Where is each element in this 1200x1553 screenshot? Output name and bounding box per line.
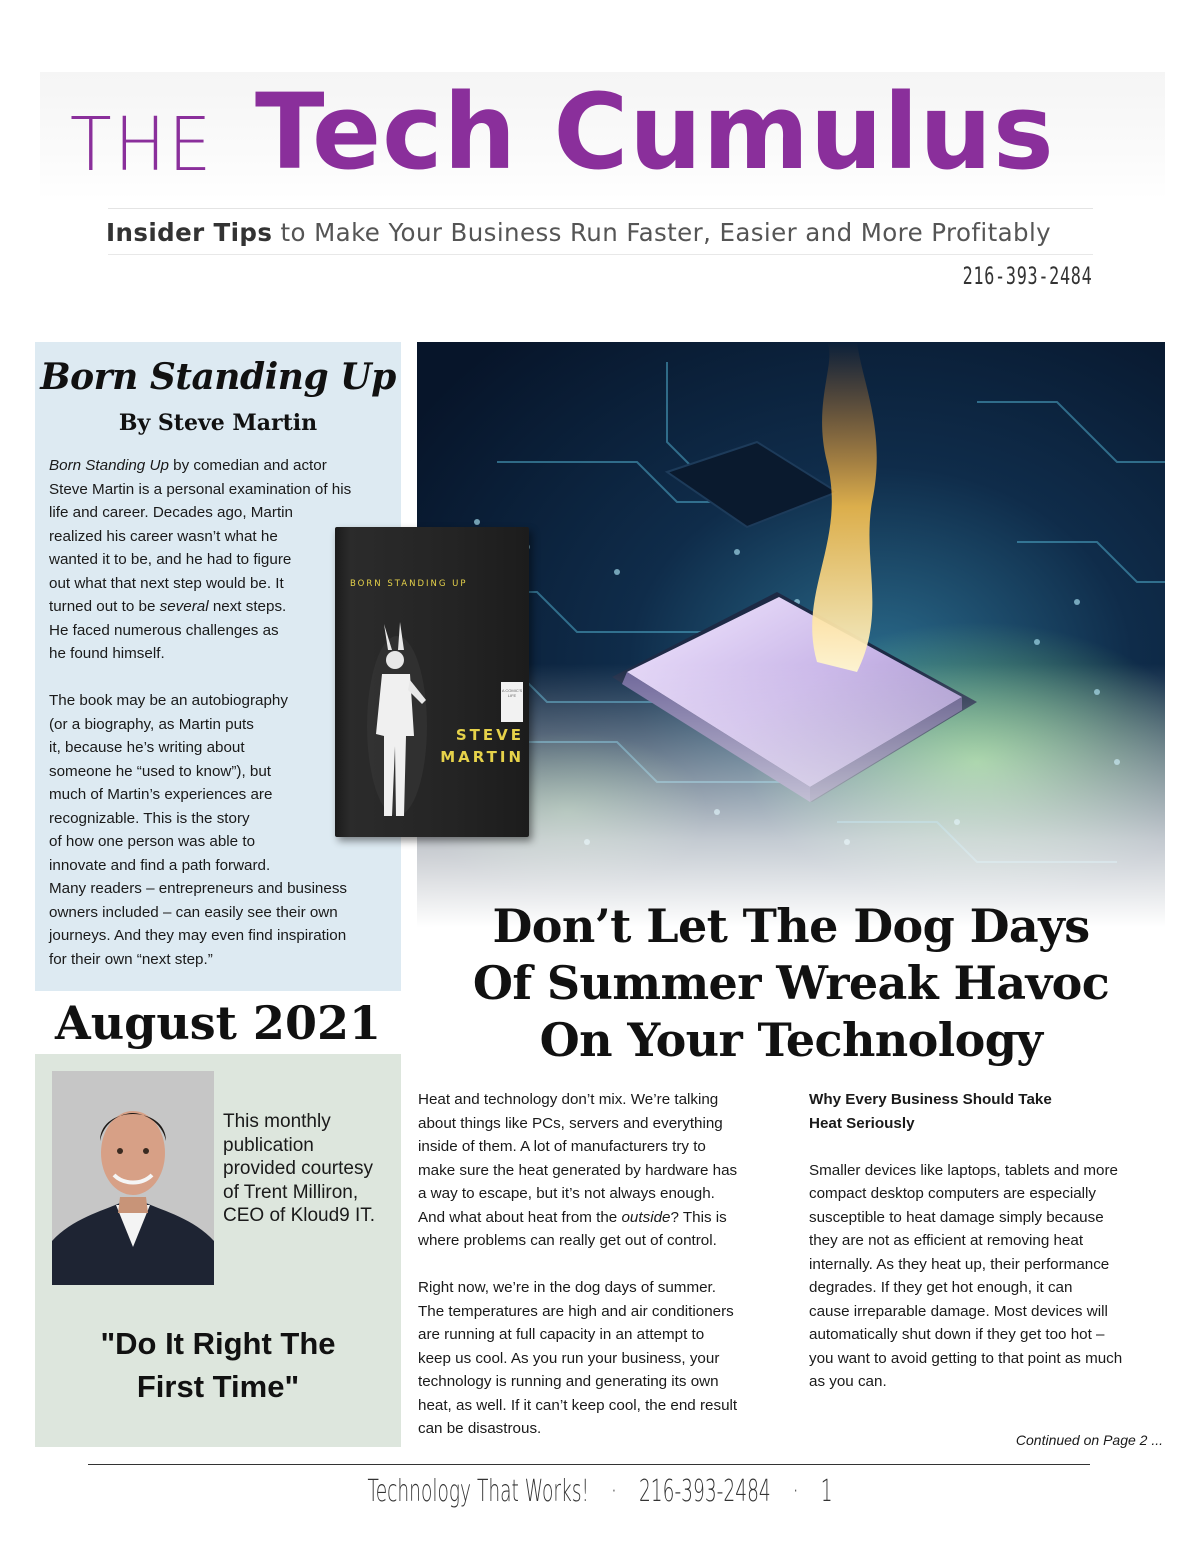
- tagline-divider: [108, 208, 1093, 209]
- text-line: Steve Martin is a personal examination of his: [49, 480, 352, 498]
- text-span: And what about heat from the: [418, 1208, 622, 1226]
- text-line: technology is running and generating its own: [418, 1373, 719, 1390]
- masthead-title: Tech Cumulus: [255, 71, 1055, 193]
- article-column-2: [809, 1088, 1169, 1394]
- author-portrait: [52, 1071, 214, 1285]
- tagline-bold: Insider Tips: [106, 218, 273, 247]
- text-line: automatically shut down if they get too hot –: [809, 1326, 1105, 1343]
- text-line: This monthly: [223, 1111, 331, 1132]
- text-line: owners included – can easily see their own: [49, 903, 338, 921]
- text-line: realized his career wasn’t what he: [49, 527, 278, 545]
- masthead-title-the: THE: [70, 102, 215, 188]
- hero-image-burning-cpu: [417, 342, 1165, 927]
- footer-inner: [367, 1474, 832, 1509]
- company-motto: [35, 1322, 401, 1408]
- text-line: they are not as efficient at removing heat: [809, 1232, 1084, 1249]
- footer-phone: 216-393-2484: [638, 1474, 771, 1509]
- text-line: life and career. Decades ago, Martin: [49, 504, 293, 521]
- text-line: someone he “used to know”), but: [49, 762, 272, 780]
- motto-line: "Do It Right The: [100, 1326, 336, 1361]
- text-line: for their own “next step.”: [49, 950, 213, 968]
- tagline-rest: to Make Your Business Run Faster, Easier and More Profitably: [272, 218, 1052, 247]
- footer-slogan: Technology That Works!: [367, 1474, 589, 1509]
- circuit-board-image: [417, 342, 1165, 927]
- text-line: The book may be an autobiography: [49, 692, 288, 709]
- portrait-photo: [52, 1071, 214, 1285]
- text-line: of how one person was able to: [49, 833, 256, 850]
- book-cover-title: BORN STANDING UP: [350, 579, 468, 589]
- text-line: recognizable. This is the story: [49, 809, 250, 827]
- text-line: where problems can really get out of control.: [418, 1232, 717, 1249]
- text-line: wanted it to be, and he had to figure: [49, 551, 292, 568]
- text-line: make sure the heat generated by hardware has: [418, 1161, 738, 1179]
- book-cover-author: [414, 724, 524, 768]
- book-cover-figure: [362, 616, 432, 826]
- text-line: Right now, we’re in the dog days of summer.: [418, 1279, 716, 1296]
- text-span: by comedian and actor: [168, 457, 327, 474]
- text-line: CEO of Kloud9 IT.: [223, 1205, 376, 1227]
- headline-line: Of Summer Wreak Havoc: [472, 956, 1110, 1010]
- text-line: journeys. And they may even find inspiration: [49, 927, 347, 944]
- issue-month: August 2021: [55, 996, 381, 1050]
- text-line: Heat and technology don’t mix. We’re talking: [418, 1091, 719, 1108]
- text-emphasis: several: [159, 598, 209, 615]
- book-cover-sticker: A COMIC'S LIFE: [501, 682, 523, 722]
- text-emphasis: outside: [621, 1208, 671, 1226]
- header-phone: 216-393-2484: [962, 262, 1092, 290]
- book-title-inline: Born Standing Up: [49, 457, 169, 474]
- tagline-divider: [108, 254, 1093, 255]
- paragraph-gap: [418, 1253, 788, 1277]
- book-title: Born Standing Up: [40, 356, 396, 398]
- text-line: much of Martin’s experiences are: [49, 786, 273, 803]
- text-line: heat, as well. If it can’t keep cool, the end result: [418, 1396, 738, 1414]
- text-line: it, because he’s writing about: [49, 739, 245, 756]
- section-subheading: Heat Seriously: [809, 1114, 915, 1132]
- text-line: out what that next step would be. It: [49, 574, 284, 592]
- text-line: about things like PCs, servers and everything: [418, 1114, 723, 1132]
- text-line: compact desktop computers are especially: [809, 1185, 1097, 1202]
- courtesy-text: [223, 1110, 395, 1228]
- footer-separator: ·: [792, 1474, 799, 1509]
- headline-line: Don’t Let The Dog Days: [492, 899, 1090, 953]
- text-line: are running at full capacity in an attempt to: [418, 1326, 705, 1343]
- cover-author-last: MARTIN: [440, 748, 524, 766]
- text-line: Smaller devices like laptops, tablets and more: [809, 1161, 1118, 1179]
- text-line: Many readers – entrepreneurs and business: [49, 880, 348, 897]
- motto-line: First Time": [136, 1369, 300, 1404]
- text-line: [49, 595, 379, 619]
- text-line: susceptible to heat damage simply because: [809, 1208, 1104, 1226]
- text-line: cause irreparable damage. Most devices will: [809, 1302, 1108, 1320]
- text-line: He faced numerous challenges as: [49, 621, 279, 639]
- text-line: of Trent Milliron,: [223, 1181, 359, 1203]
- paragraph-gap: [809, 1135, 1169, 1159]
- text-line: The temperatures are high and air conditioners: [418, 1302, 734, 1320]
- text-line: publication: [223, 1134, 314, 1156]
- text-line: [49, 454, 379, 478]
- text-line: a way to escape, but it’s not always enough.: [418, 1185, 715, 1202]
- cover-author-first: STEVE: [455, 726, 524, 744]
- section-subheading: Why Every Business Should Take: [809, 1091, 1052, 1108]
- text-line: innovate and find a path forward.: [49, 856, 271, 874]
- text-line: provided courtesy: [223, 1158, 373, 1180]
- article-column-1: [418, 1088, 788, 1441]
- article-headline: [417, 898, 1165, 1069]
- text-line: as you can.: [809, 1373, 887, 1390]
- text-span: ? This is: [670, 1208, 727, 1226]
- book-paragraph-1: [49, 454, 379, 666]
- continued-link[interactable]: Continued on Page 2 ...: [1015, 1432, 1163, 1448]
- text-line: internally. As they heat up, their performance: [809, 1255, 1110, 1273]
- headline-line: On Your Technology: [539, 1013, 1043, 1067]
- text-line: can be disastrous.: [418, 1420, 542, 1437]
- tagline: [106, 218, 1096, 247]
- footer: [0, 1474, 1200, 1509]
- book-author: By Steve Martin: [118, 410, 318, 436]
- text-span: turned out to be: [49, 598, 160, 615]
- text-line: (or a biography, as Martin puts: [49, 715, 254, 733]
- book-paragraph-2: [49, 689, 384, 971]
- text-line: [418, 1206, 788, 1230]
- footer-separator: ·: [610, 1474, 617, 1509]
- text-line: keep us cool. As you run your business, your: [418, 1349, 720, 1367]
- text-span: next steps.: [208, 598, 287, 615]
- text-line: inside of them. A lot of manufacturers try to: [418, 1138, 706, 1155]
- text-line: he found himself.: [49, 645, 165, 662]
- footer-divider: [88, 1464, 1090, 1465]
- text-line: degrades. If they get hot enough, it can: [809, 1279, 1073, 1296]
- text-line: you want to avoid getting to that point as much: [809, 1349, 1123, 1367]
- page-number: 1: [820, 1474, 833, 1509]
